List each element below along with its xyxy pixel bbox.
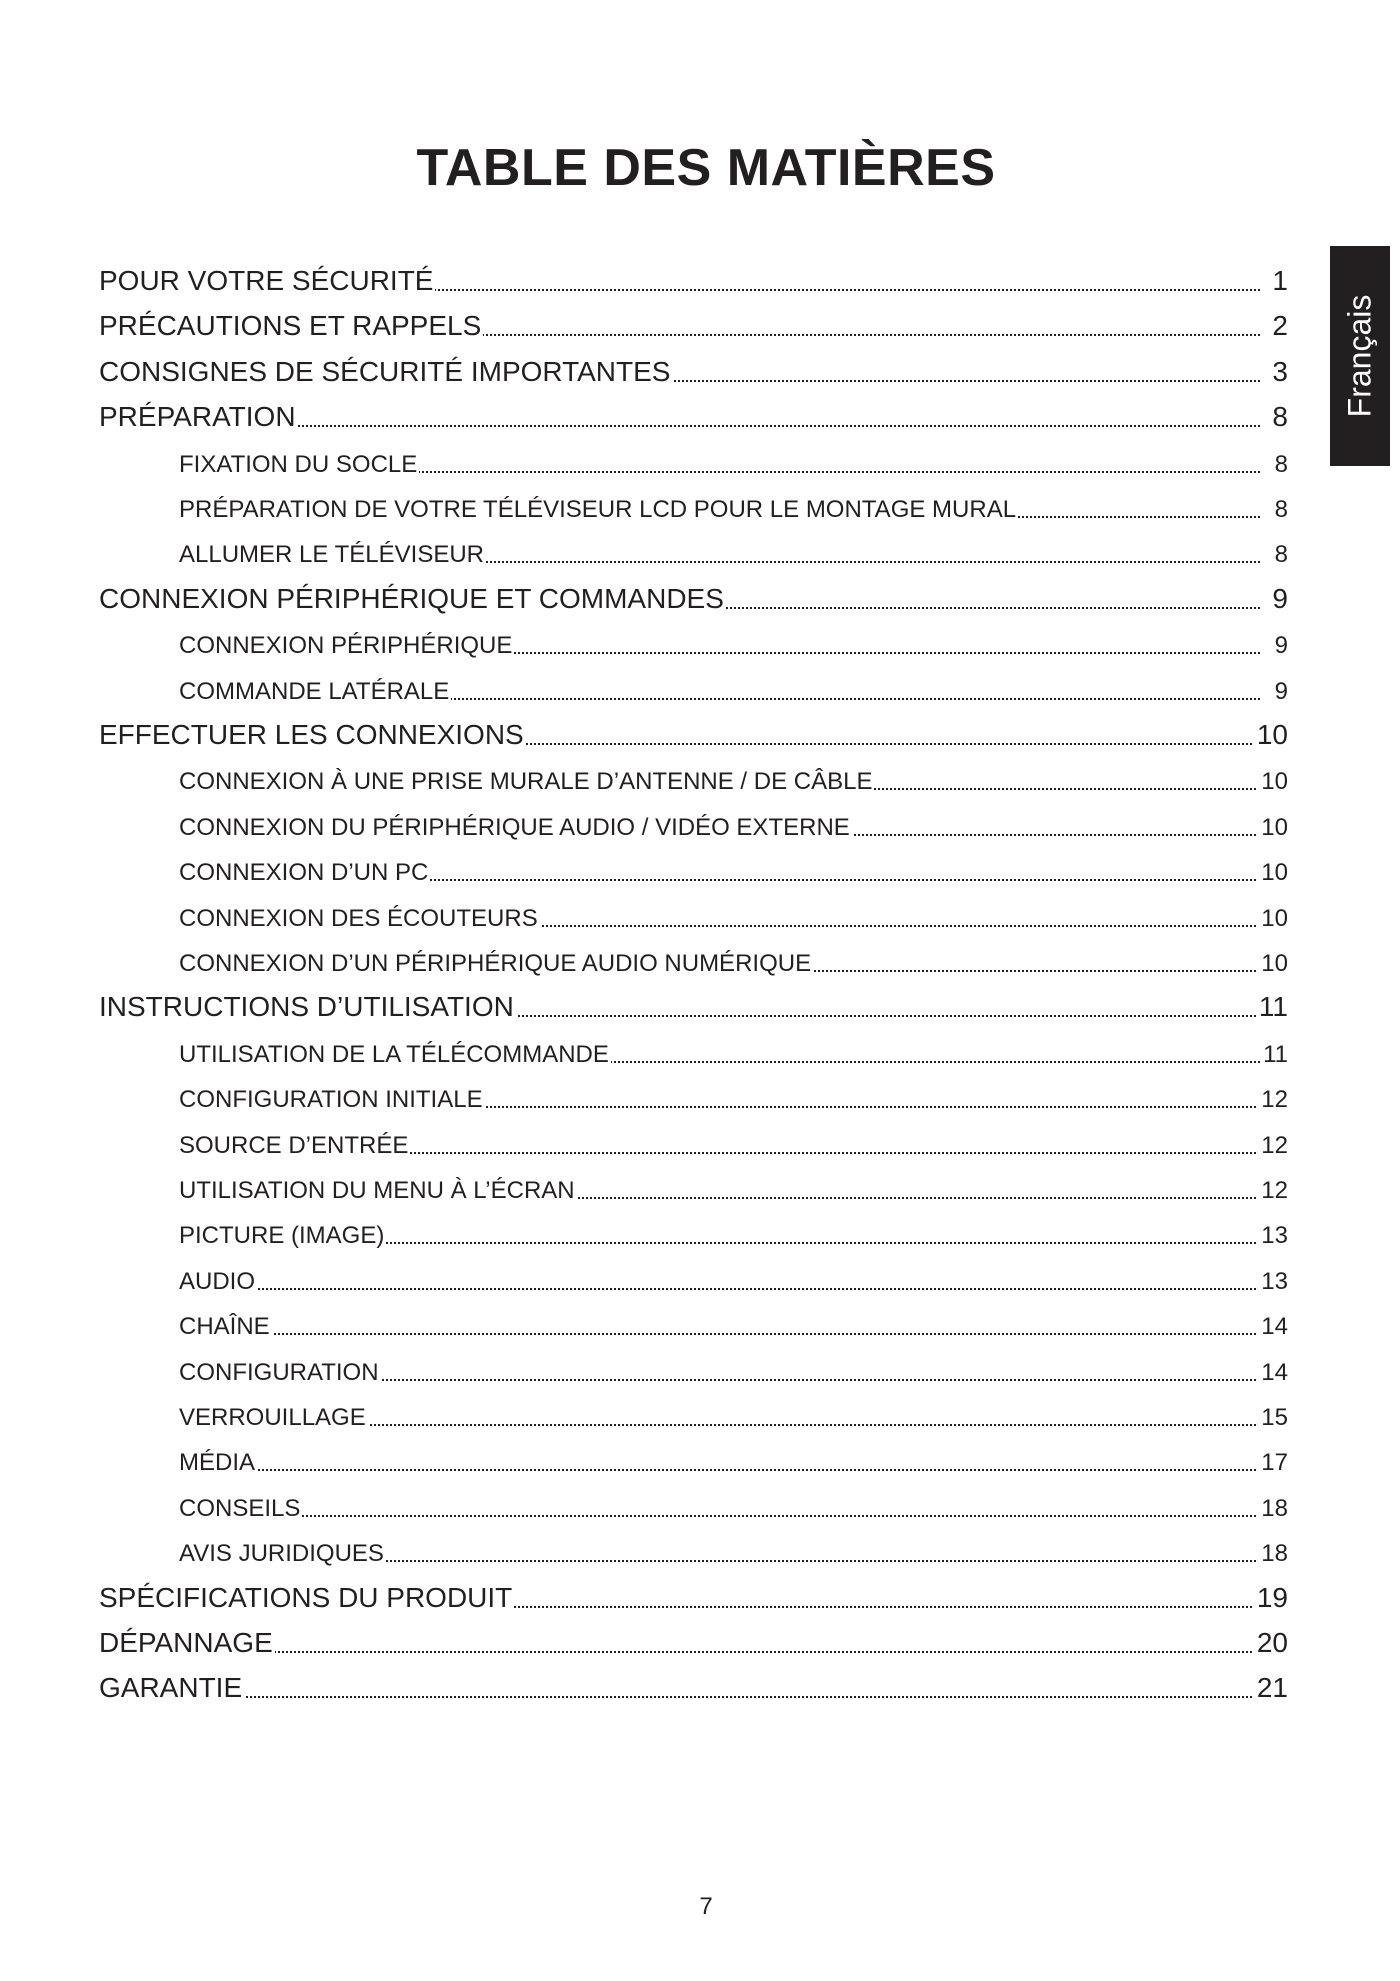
toc-entry-page: 8 [1269,401,1288,433]
toc-entry-page: 14 [1258,1313,1288,1341]
toc-entry-label: UTILISATION DU MENU À L’ÉCRAN [179,1177,575,1204]
toc-entry-label: CONSEILS [179,1494,301,1522]
dot-leader [179,1333,1260,1335]
toc-entry-page: 21 [1254,1672,1288,1704]
dot-leader [99,1696,1260,1698]
toc-entry-label: VERROUILLAGE [179,1404,366,1431]
toc-entry-label: CONFIGURATION [179,1358,379,1386]
toc-subsection [0,1034,1400,1074]
toc-subsection [0,1352,1400,1392]
toc-entry-label: EFFECTUER LES CONNEXIONS [99,719,524,750]
toc-entry-page: 9 [1272,632,1288,660]
toc-section [0,1624,1400,1664]
toc-entry-label: CONNEXION D’UN PÉRIPHÉRIQUE AUDIO NUMÉRIQUE [179,950,812,977]
toc-entry-label: DÉPANNAGE [99,1627,273,1658]
toc-entry-page: 11 [1260,1041,1288,1069]
toc-entry-label: CONSIGNES DE SÉCURITÉ IMPORTANTES [99,355,671,387]
page-title: TABLE DES MATIÈRES [416,139,996,197]
toc-entry-page: 10 [1258,859,1288,887]
toc-entry-label: COMMANDE LATÉRALE [179,677,450,705]
toc-entry-page: 17 [1258,1449,1288,1477]
toc-entry-page: 1 [1269,265,1288,297]
toc-subsection [0,1215,1400,1255]
toc-entry-page: 15 [1258,1404,1288,1432]
toc-subsection [0,1488,1400,1528]
toc-entry-page: 10 [1258,950,1288,978]
toc-entry-page: 14 [1258,1359,1288,1387]
toc-entry-label: POUR VOTRE SÉCURITÉ [99,265,434,296]
toc-entry-page: 13 [1258,1268,1288,1296]
toc-entry-page: 18 [1258,1540,1288,1568]
toc-subsection [0,1442,1400,1482]
toc-subsection [0,807,1400,847]
toc-entry-label: PRÉCAUTIONS ET RAPPELS [99,310,482,342]
toc-entry-page: 10 [1258,905,1288,933]
dot-leader [179,1515,1260,1517]
toc-entry-label: PICTURE (IMAGE) [179,1222,385,1250]
toc-subsection [0,444,1400,484]
toc-entry-label: AUDIO [179,1267,256,1295]
toc-subsection [0,761,1400,801]
toc-subsection [0,625,1400,665]
toc-entry-label: CONNEXION DU PÉRIPHÉRIQUE AUDIO / VIDÉO EXTERNE [179,813,850,841]
toc-section [0,307,1400,347]
toc-entry-page: 9 [1272,678,1288,706]
toc-entry-page: 12 [1258,1177,1288,1205]
toc-subsection [0,898,1400,938]
toc-entry-page: 3 [1269,356,1288,388]
toc-entry-label: CONNEXION À UNE PRISE MURALE D’ANTENNE / DE CÂBLE [179,768,873,796]
dot-leader [179,1288,1260,1290]
toc-entry-label: SOURCE D’ENTRÉE [179,1131,409,1159]
toc-subsection [0,1306,1400,1346]
toc-subsection [0,1397,1400,1437]
toc-subsection [0,489,1400,529]
toc-section [0,398,1400,438]
toc-entry-page: 10 [1258,814,1288,842]
toc-entry-page: 20 [1254,1627,1288,1659]
toc-subsection [0,1125,1400,1165]
language-tab-label: Français [1341,294,1378,418]
toc-entry-page: 8 [1272,451,1288,479]
toc-section [0,1579,1400,1619]
toc-subsection [0,1079,1400,1119]
toc-entry-label: PRÉPARATION [99,401,296,433]
toc-subsection [0,943,1400,983]
page-number: 7 [699,1893,713,1920]
toc-entry-page: 12 [1258,1086,1288,1114]
toc-entry-label: AVIS JURIDIQUES [179,1540,384,1568]
toc-entry-label: GARANTIE [99,1672,243,1704]
toc-section [0,262,1400,302]
toc-entry-page: 9 [1269,583,1288,615]
toc-entry-page: 19 [1254,1582,1288,1614]
toc-section [0,580,1400,620]
toc-subsection [0,534,1400,574]
toc-entry-page: 18 [1258,1495,1288,1523]
toc-entry-page: 13 [1258,1222,1288,1250]
toc-entry-label: ALLUMER LE TÉLÉVISEUR [179,541,485,569]
toc-section [0,1669,1400,1709]
toc-entry-label: CONFIGURATION INITIALE [179,1086,483,1114]
dot-leader [179,1469,1260,1471]
toc-entry-page: 10 [1258,768,1288,796]
toc-subsection [0,852,1400,892]
toc-subsection [0,1533,1400,1573]
toc-entry-label: CONNEXION D’UN PC [179,859,429,887]
toc-entry-label: FIXATION DU SOCLE [179,450,418,478]
toc-entry-label: CONNEXION DES ÉCOUTEURS [179,904,538,932]
toc-subsection [0,1170,1400,1210]
toc-subsection [0,1261,1400,1301]
toc-entry-label: CONNEXION PÉRIPHÉRIQUE ET COMMANDES [99,582,724,614]
toc-entry-label: CONNEXION PÉRIPHÉRIQUE [179,632,513,660]
toc-subsection [0,671,1400,711]
toc-entry-label: UTILISATION DE LA TÉLÉCOMMANDE [179,1040,609,1068]
toc-entry-page: 11 [1256,991,1288,1023]
toc-entry-page: 12 [1258,1132,1288,1160]
toc-entry-page: 8 [1272,541,1288,569]
toc-entry-page: 2 [1269,310,1288,342]
toc-entry-page: 10 [1254,719,1288,751]
toc-entry-label: PRÉPARATION DE VOTRE TÉLÉVISEUR LCD POUR LE MONTAGE MURAL [179,496,1017,523]
toc-entry-label: CHAÎNE [179,1313,270,1341]
toc-entry-page: 8 [1272,496,1288,524]
toc-entry-label: INSTRUCTIONS D’UTILISATION [99,991,514,1023]
toc-entry-label: MÉDIA [179,1449,256,1477]
toc-section [0,988,1400,1028]
toc-section [0,353,1400,393]
toc-section [0,716,1400,756]
toc-entry-label: SPÉCIFICATIONS DU PRODUIT [99,1581,513,1613]
